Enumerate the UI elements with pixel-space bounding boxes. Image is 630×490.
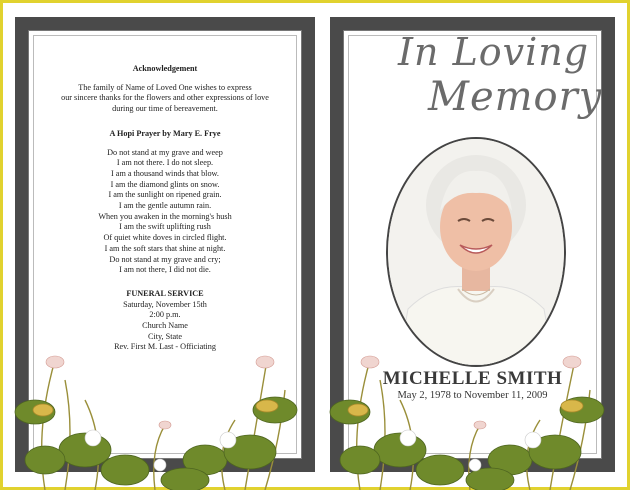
poem-line: I am not there, I did not die.: [119, 265, 211, 275]
poem-title: A Hopi Prayer by Mary E. Frye: [109, 128, 221, 138]
poem-text: [15, 148, 315, 276]
script-title-line1: In Loving: [398, 30, 590, 74]
script-title-line2: Memory: [428, 74, 603, 120]
poem-line: Do not stand at my grave and weep: [107, 147, 223, 157]
flower-decoration-right: [320, 340, 620, 490]
service-line: City, State: [147, 331, 183, 341]
left-text-block: [15, 64, 315, 353]
poem-line: I am the swift uplifting rush: [119, 222, 211, 232]
portrait-photo: [386, 137, 566, 367]
acknowledgement-text: [15, 83, 315, 115]
poem-line: I am a thousand winds that blow.: [111, 168, 219, 178]
poem-line: I am the diamond glints on snow.: [110, 179, 220, 189]
service-title: FUNERAL SERVICE: [126, 288, 204, 298]
poem-line: I am the gentle autumn rain.: [118, 201, 212, 211]
poem-line: When you awaken in the morning's hush: [98, 211, 232, 221]
portrait-illustration: [388, 139, 564, 365]
poem-line: Of quiet white doves in circled flight.: [103, 233, 227, 243]
deceased-name: MICHELLE SMITH: [382, 368, 563, 389]
life-dates: May 2, 1978 to November 11, 2009: [397, 390, 548, 401]
poem-line: I am not there. I do not sleep.: [116, 158, 214, 168]
acknowledgement-line: The family of Name of Loved One wishes to express: [78, 82, 252, 92]
acknowledgement-line: our sincere thanks for the flowers and other expressions of love: [61, 93, 269, 103]
acknowledgement-line: during our time of bereavement.: [112, 104, 218, 114]
flower-decoration-left: [5, 340, 315, 490]
poem-line: I am the sunlight on ripened grain.: [108, 190, 222, 200]
poem-line: Do not stand at my grave and cry;: [109, 254, 221, 264]
acknowledgement-title: Acknowledgement: [132, 64, 198, 73]
service-line: 2:00 p.m.: [149, 310, 181, 320]
poem-line: I am the soft stars that shine at night.: [104, 243, 226, 253]
service-line: Rev. First M. Last - Officiating: [114, 342, 216, 352]
service-line: Church Name: [142, 321, 188, 331]
service-line: Saturday, November 15th: [123, 299, 207, 309]
